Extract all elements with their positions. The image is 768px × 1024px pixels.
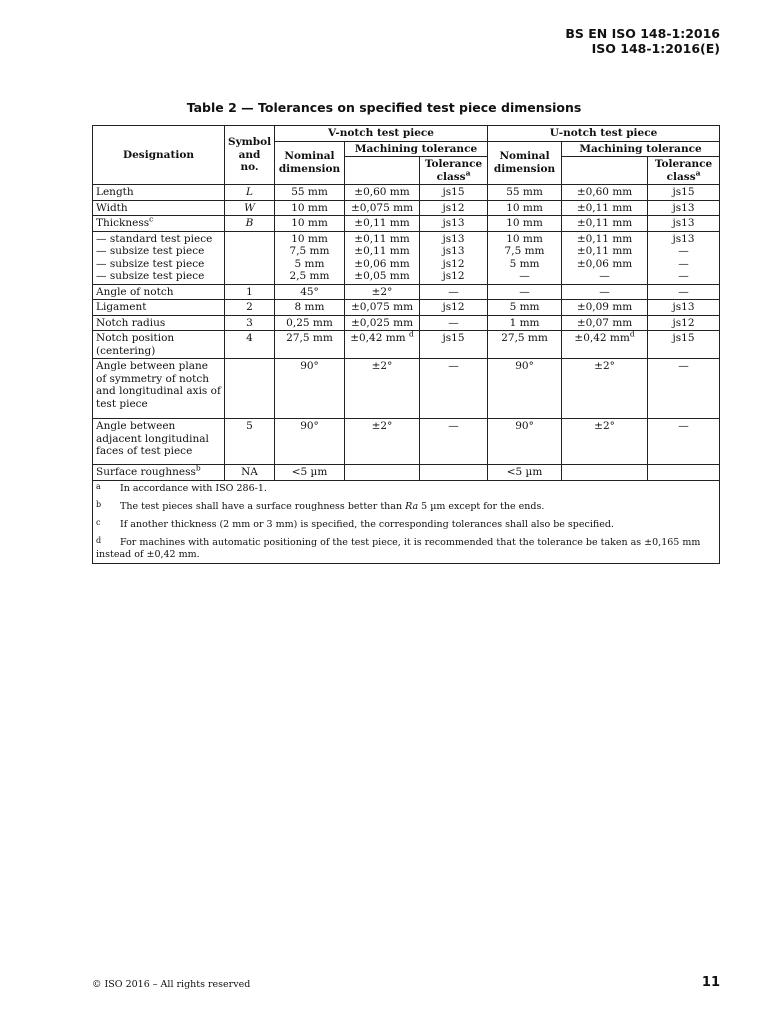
tolerance-table — [92, 125, 720, 564]
row-symbol — [225, 359, 275, 419]
row-symbol: 2 — [225, 300, 275, 316]
row-u-nominal: <5 µm — [488, 465, 562, 481]
row-v-class — [420, 465, 488, 481]
row-v-class: — — [420, 315, 488, 331]
table-row — [93, 200, 720, 216]
row-v-nominal: 8 mm — [275, 300, 345, 316]
row-v-nominal: 55 mm — [275, 185, 345, 201]
footnote-d: d For machines with automatic positioning of the test piece, it is recommended that the tolerance be taken as ±0,165 mm instead of ±0,42 mm. — [96, 535, 701, 560]
row-designation: Length — [93, 185, 225, 201]
row-u-machining: ±2° — [562, 359, 648, 419]
row-u-nominal: 27,5 mm — [488, 331, 562, 359]
row-v-class: — — [420, 419, 488, 465]
row-v-nominal: 90° — [275, 419, 345, 465]
row-symbol: NA — [225, 465, 275, 481]
header-u-notch: U-notch test piece — [488, 126, 720, 142]
row-u-class: js13 — [648, 300, 720, 316]
row-designation: Angle of notch — [93, 284, 225, 300]
table-notes-row — [93, 480, 720, 563]
standard-number-iso: ISO 148-1:2016(E) — [591, 41, 720, 56]
header-row-1 — [93, 126, 720, 142]
row-symbol: 5 — [225, 419, 275, 465]
row-v-nominal: 10 mm — [275, 200, 345, 216]
row-u-machining: ±0,11 mm — [562, 216, 648, 232]
header-v-nominal: Nominal dimension — [275, 141, 345, 185]
row-designation: Angle between plane of symmetry of notch and longitudinal axis of test piece — [93, 359, 225, 419]
row-u-class: — — [648, 284, 720, 300]
footnote-c: c If another thickness (2 mm or 3 mm) is specified, the corresponding tolerances shall also be specified. — [96, 517, 614, 530]
header-symbol: Symbol and no. — [225, 126, 275, 185]
row-u-nominal: 90° — [488, 419, 562, 465]
subsize-designations: — standard test piece — subsize test piece — subsize test piece — subsize test piece — [93, 231, 225, 284]
row-v-machining: ±0,60 mm — [345, 185, 420, 201]
footnote-ref: d — [408, 329, 414, 339]
row-v-nominal: 10 mm — [275, 216, 345, 232]
header-u-tolerance-class: Tolerance class$^a$ — [648, 157, 720, 185]
row-v-class: — — [420, 359, 488, 419]
row-u-class: js12 — [648, 315, 720, 331]
footnote-ref: b — [195, 463, 201, 473]
row-designation: Ligament — [93, 300, 225, 316]
footnote-a: a In accordance with ISO 286-1. — [96, 481, 267, 494]
table-row-subsize — [93, 231, 720, 284]
row-designation: Notch radius — [93, 315, 225, 331]
subsize-v-nominal: 10 mm 7,5 mm 5 mm 2,5 mm — [275, 231, 345, 284]
row-v-nominal: 90° — [275, 359, 345, 419]
row-u-nominal: 10 mm — [488, 200, 562, 216]
row-v-machining: ±0,075 mm — [345, 300, 420, 316]
table-row — [93, 315, 720, 331]
row-v-machining: ±2° — [345, 284, 420, 300]
row-v-class: js12 — [420, 200, 488, 216]
row-symbol: 3 — [225, 315, 275, 331]
table-title: Table 2 — Tolerances on specified test piece dimensions — [186, 100, 582, 115]
subsize-u-class: js13 — — — — [648, 231, 720, 284]
footnote-ref: d — [629, 329, 635, 339]
row-u-machining: ±0,42 $mm^d$ — [562, 331, 648, 359]
row-u-class: — — [648, 359, 720, 419]
subsize-symbol — [225, 231, 275, 284]
table-row — [93, 359, 720, 419]
subsize-v-machining: ±0,11 mm ±0,11 mm ±0,06 mm ±0,05 mm — [345, 231, 420, 284]
row-u-nominal: 55 mm — [488, 185, 562, 201]
row-u-class: js13 — [648, 216, 720, 232]
header-u-machining: Machining tolerance — [562, 141, 720, 157]
row-v-machining — [345, 465, 420, 481]
row-symbol: B — [225, 216, 275, 232]
row-v-nominal: 0,25 mm — [275, 315, 345, 331]
row-u-class — [648, 465, 720, 481]
table-row — [93, 300, 720, 316]
table-row — [93, 419, 720, 465]
table-row — [93, 331, 720, 359]
header-v-tolerance-class: Tolerance class$^a$ — [420, 157, 488, 185]
row-u-nominal: 90° — [488, 359, 562, 419]
table-notes — [93, 480, 720, 563]
standard-header — [565, 26, 720, 56]
row-v-class: js13 — [420, 216, 488, 232]
row-symbol: 4 — [225, 331, 275, 359]
footnote-b: b The test pieces shall have a surface roughness better than Ra 5 µm except for the ends. — [96, 499, 545, 512]
subsize-u-machining: ±0,11 mm ±0,11 mm ±0,06 mm — — [562, 231, 648, 284]
footnote-ref: c — [149, 214, 154, 224]
row-symbol: L — [225, 185, 275, 201]
row-v-nominal: 45° — [275, 284, 345, 300]
row-v-machining: ±2° — [345, 359, 420, 419]
row-u-machining: ±0,11 mm — [562, 200, 648, 216]
row-u-class: — — [648, 419, 720, 465]
row-u-machining: ±0,07 mm — [562, 315, 648, 331]
row-designation: Thickness$^c$ — [93, 216, 225, 232]
copyright-notice: © ISO 2016 – All rights reserved — [92, 979, 251, 990]
page-number: 11 — [701, 975, 720, 990]
table-row — [93, 284, 720, 300]
row-v-machining: ±0,11 mm — [345, 216, 420, 232]
row-v-nominal: <5 µm — [275, 465, 345, 481]
row-v-nominal: 27,5 mm — [275, 331, 345, 359]
header-v-machining: Machining tolerance — [345, 141, 488, 157]
row-designation: Angle between adjacent longitudinal faces of test piece — [93, 419, 225, 465]
header-u-blank — [562, 157, 648, 185]
row-u-machining — [562, 465, 648, 481]
row-symbol: W — [225, 200, 275, 216]
table-row — [93, 465, 720, 481]
header-designation: Designation — [93, 126, 225, 185]
table-row — [93, 185, 720, 201]
row-u-machining: ±0,09 mm — [562, 300, 648, 316]
table-row — [93, 216, 720, 232]
row-v-class: js15 — [420, 331, 488, 359]
standard-number-bs: BS EN ISO 148-1:2016 — [565, 26, 720, 41]
row-v-class: js12 — [420, 300, 488, 316]
row-u-class: js15 — [648, 331, 720, 359]
header-v-blank — [345, 157, 420, 185]
row-designation: Width — [93, 200, 225, 216]
row-v-class: js15 — [420, 185, 488, 201]
row-u-machining: ±0,60 mm — [562, 185, 648, 201]
row-u-nominal: 1 mm — [488, 315, 562, 331]
header-v-notch: V-notch test piece — [275, 126, 488, 142]
row-u-nominal: 10 mm — [488, 216, 562, 232]
row-v-class: — — [420, 284, 488, 300]
row-designation: Surface roughness$^b$ — [93, 465, 225, 481]
row-v-machining: ±0,42 mm $^d$ — [345, 331, 420, 359]
row-symbol: 1 — [225, 284, 275, 300]
row-u-machining: ±2° — [562, 419, 648, 465]
row-v-machining: ±2° — [345, 419, 420, 465]
row-u-machining: — — [562, 284, 648, 300]
row-v-machining: ±0,025 mm — [345, 315, 420, 331]
row-u-nominal: — — [488, 284, 562, 300]
row-u-nominal: 5 mm — [488, 300, 562, 316]
row-u-class: js13 — [648, 200, 720, 216]
row-u-class: js15 — [648, 185, 720, 201]
subsize-v-class: js13 js13 js12 js12 — [420, 231, 488, 284]
subsize-u-nominal: 10 mm 7,5 mm 5 mm — — [488, 231, 562, 284]
row-v-machining: ±0,075 mm — [345, 200, 420, 216]
header-u-nominal: Nominal dimension — [488, 141, 562, 185]
row-designation: Notch position (centering) — [93, 331, 225, 359]
